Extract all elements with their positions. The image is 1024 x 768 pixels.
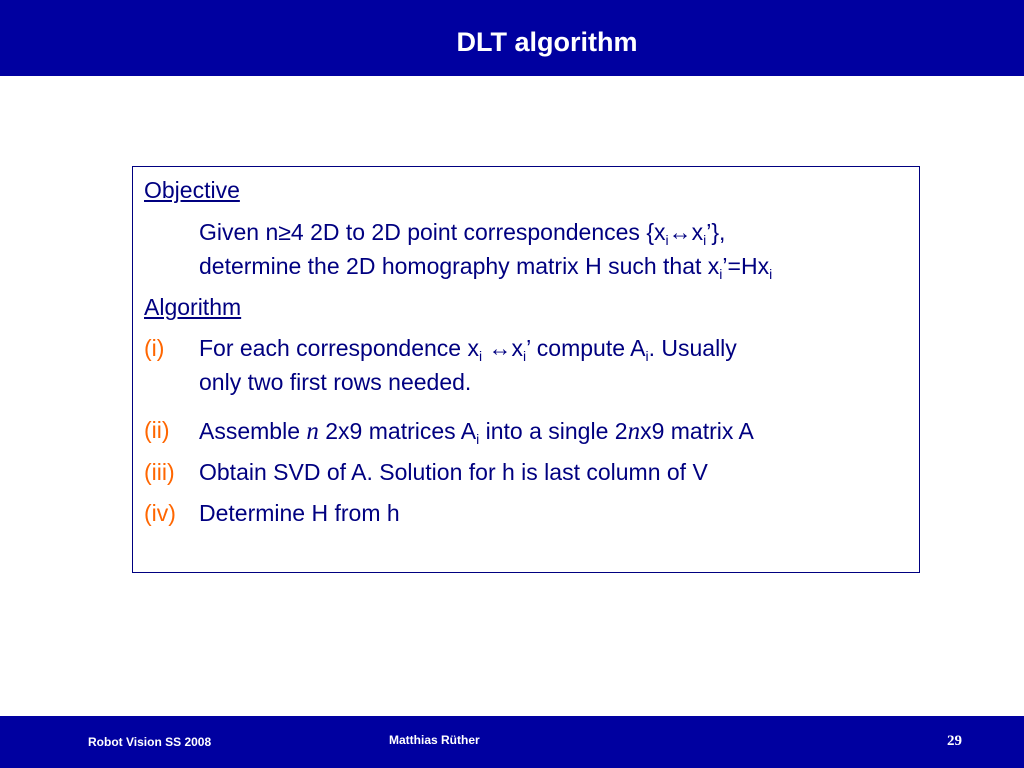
step-1-line-1-sub-3: i	[645, 348, 649, 364]
footer-bar	[0, 716, 1024, 768]
objective-heading: Objective	[144, 177, 240, 203]
step-2-variable-n-2: n	[627, 418, 641, 445]
step-3-number: (iii)	[144, 459, 175, 485]
step-2-variable-n: n	[306, 418, 319, 445]
objective-line-1-part-b: ↔x	[668, 219, 704, 245]
step-2-number: (ii)	[144, 417, 170, 443]
step-4-text: Determine H from h	[199, 500, 400, 526]
objective-line-2-part-a: determine the 2D homography matrix H such that x	[199, 253, 720, 279]
objective-line-1-part-a: Given n≥4 2D to 2D point correspondences {x	[199, 219, 666, 245]
step-1-line-1-part-a: For each correspondence x	[199, 335, 479, 361]
step-2-part-b: 2x9 matrices A	[318, 418, 477, 444]
title-bar	[0, 0, 1024, 76]
objective-line-2-part-b: ’=Hx	[722, 253, 770, 279]
step-1-line-2: only two first rows needed.	[199, 369, 472, 395]
step-2-part-c: into a single 2	[479, 418, 628, 444]
step-1-line-1-sub-2: i	[523, 348, 527, 364]
step-2-part-a: Assemble	[199, 418, 307, 444]
objective-line-1-sub-1: i	[665, 232, 669, 248]
step-1-line-1-part-d: . Usually	[648, 335, 737, 361]
page-number: 29	[947, 733, 962, 749]
algorithm-heading: Algorithm	[144, 294, 242, 320]
step-3-text: Obtain SVD of A. Solution for h is last column of V	[199, 459, 708, 485]
objective-line-2-sub-2: i	[769, 266, 773, 282]
objective-line-2-sub-1: i	[719, 266, 723, 282]
step-1-line-1-sub-1: i	[479, 348, 483, 364]
step-4-number: (iv)	[144, 500, 176, 526]
objective-line-1	[199, 219, 726, 248]
step-1-number: (i)	[144, 335, 165, 361]
footer-course: Robot Vision SS 2008	[88, 735, 212, 749]
step-1-line-1-part-b: ↔x	[482, 335, 524, 361]
step-2-text	[199, 418, 754, 447]
step-2-sub-1: i	[476, 431, 480, 447]
step-2-part-d: x9 matrix A	[640, 418, 754, 444]
objective-line-1-sub-2: i	[703, 232, 707, 248]
step-1-line-1-part-c: ’ compute A	[526, 335, 646, 361]
objective-line-2	[199, 253, 773, 282]
objective-line-1-part-c: ’},	[706, 219, 726, 245]
step-1-line-1	[199, 335, 737, 364]
footer-author: Matthias Rüther	[389, 733, 480, 747]
slide-title: DLT algorithm	[456, 27, 638, 57]
